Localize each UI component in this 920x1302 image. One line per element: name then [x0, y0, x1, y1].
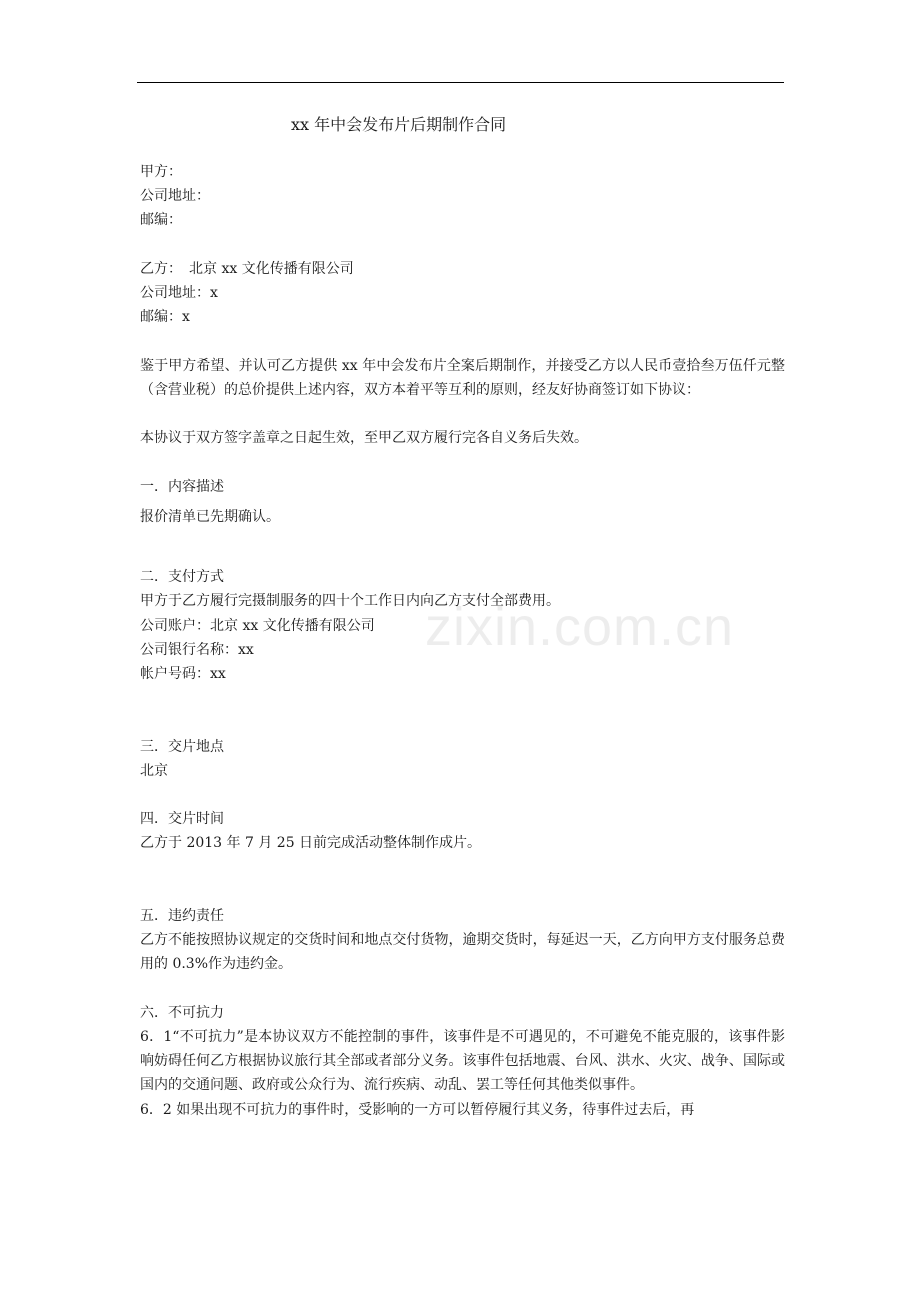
section-heading-force-majeure: 六．不可抗力 — [140, 1004, 224, 1021]
section-body-payment: 甲方于乙方履行完摄制服务的四十个工作日内向乙方支付全部费用。 — [140, 593, 560, 610]
party-a-address: 公司地址： — [140, 188, 210, 205]
force-majeure-clause-2: 6．2 如果出现不可抗力的事件时，受影响的一方可以暂停履行其义务，待事件过去后，再 — [140, 1101, 695, 1118]
header-rule — [137, 82, 784, 83]
section-body-delivery-time: 乙方于 2013 年 7 月 25 日前完成活动整体制作成片。 — [140, 835, 482, 852]
effective-clause: 本协议于双方签字盖章之日起生效，至甲乙双方履行完各自义务后失效。 — [140, 430, 588, 447]
payment-bank: 公司银行名称：xx — [140, 641, 254, 658]
party-b-label: 乙方： 北京 xx 文化传播有限公司 — [140, 260, 354, 277]
document-title: xx 年中会发布片后期制作合同 — [291, 115, 507, 134]
party-a-label: 甲方： — [140, 164, 182, 180]
payment-account: 公司账户：北京 xx 文化传播有限公司 — [140, 617, 375, 634]
section-heading-delivery-time: 四．交片时间 — [140, 811, 224, 828]
section-heading-payment: 二．支付方式 — [140, 569, 224, 586]
party-b-address: 公司地址：x — [140, 285, 218, 301]
intro-paragraph: 鉴于甲方希望、并认可乙方提供 xx 年中会发布片全案后期制作，并接受乙方以人民币壹拾叁万伍仟元整（含营业税）的总价提供上述内容，双方本着平等互利的原则，经友好协商签订如下协议： — [140, 357, 785, 398]
force-majeure-clause-1: 6．1“不可抗力”是本协议双方不能控制的事件，该事件是不可遇见的，不可避免不能克服的，该事件影响妨碍任何乙方根据协议旅行其全部或者部分义务。该事件包括地震、台风、洪水、火灾、战争、国际或国内的交通问题、政府或公众行为、流行疾病、动乱、罢工等任何其他类似事件。 — [140, 1028, 785, 1094]
watermark: zixin.com.cn — [425, 597, 735, 657]
section-heading-delivery-place: 三．交片地点 — [140, 738, 224, 755]
section-body-content: 报价清单已先期确认。 — [140, 508, 280, 525]
section-heading-content: 一．内容描述 — [140, 478, 224, 495]
party-b-postcode: 邮编：x — [140, 309, 190, 326]
section-heading-liability: 五．违约责任 — [140, 907, 224, 924]
section-body-delivery-place: 北京 — [140, 762, 168, 779]
document-body — [140, 160, 785, 1122]
party-a-postcode: 邮编： — [140, 212, 182, 229]
section-body-liability: 乙方不能按照协议规定的交货时间和地点交付货物，逾期交货时，每延迟一天，乙方向甲方支付服务总费用的 0.3%作为违约金。 — [140, 932, 785, 973]
payment-account-number: 帐户号码：xx — [140, 665, 226, 682]
